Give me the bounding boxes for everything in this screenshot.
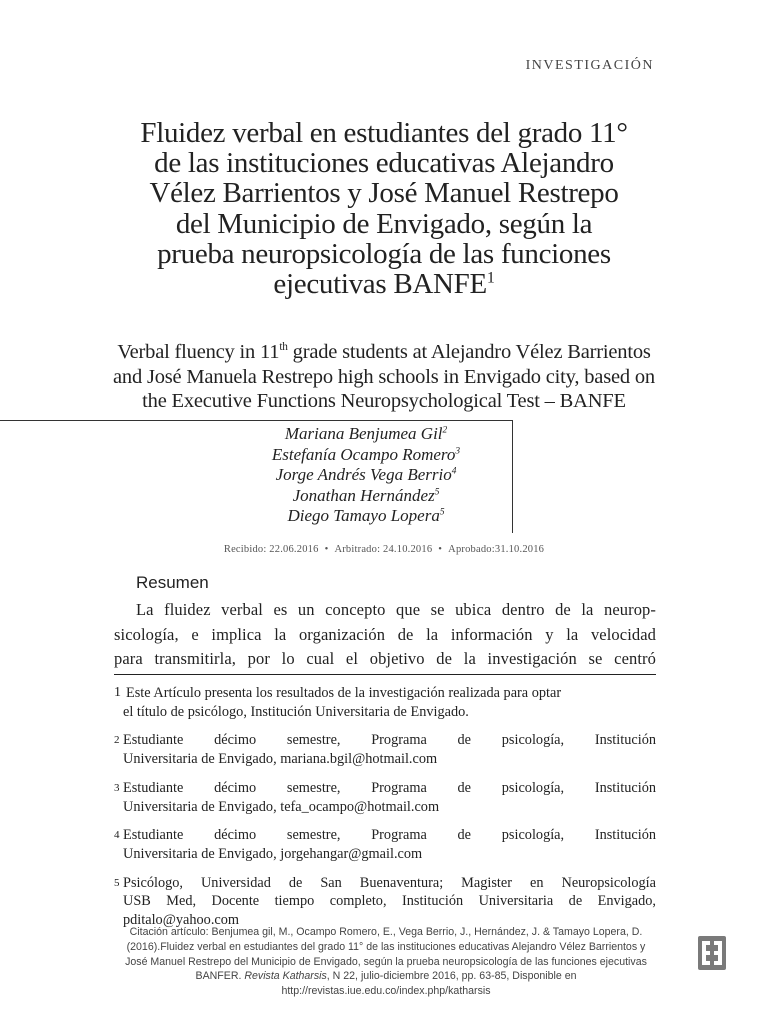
- footnote-number: 3: [114, 781, 120, 794]
- ordinal-sup: th: [279, 341, 288, 354]
- author-name: Mariana Benjumea Gil: [284, 424, 443, 443]
- footnote-mark[interactable]: 4: [451, 466, 457, 477]
- author-name: Jonathan Hernández: [292, 485, 435, 505]
- title-line: prueba neuropsicología de las funciones: [157, 237, 611, 270]
- approved-date: Aprobado:31.10.2016: [448, 544, 545, 555]
- footnote-line: USB Med, Docente tiempo completo, Institución Universitaria de Envigado,: [123, 893, 656, 910]
- subtitle-text: grade students at Alejandro Vélez Barrientos: [287, 341, 651, 363]
- author: [230, 506, 502, 527]
- abstract-line: para transmitirla, por lo cual el objetivo de la investigación se centró: [114, 649, 656, 668]
- author-name: Diego Tamayo Lopera: [287, 506, 440, 526]
- subtitle-line: [70, 340, 698, 365]
- footnote-line: Psicólogo, Universidad de San Buenaventura; Magister en Neuropsicología: [123, 874, 656, 891]
- received-date: Recibido: 22.06.2016: [223, 544, 319, 555]
- title-line: ejecutivas BANFE: [273, 268, 487, 301]
- abstract-body: [114, 598, 656, 672]
- footnote: [114, 684, 656, 722]
- abstract-heading: Resumen: [136, 573, 209, 592]
- footnote-line: el título de psicólogo, Institución Universitaria de Envigado.: [123, 703, 469, 720]
- footnote-line: Universitaria de Envigado, mariana.bgil@hotmail.com: [123, 751, 438, 768]
- footnote: [114, 779, 656, 817]
- footnote-mark[interactable]: 2: [442, 425, 448, 436]
- footnote-number: 1: [114, 685, 121, 700]
- citation-text: Citación artículo: Benjumea gil, M., Ocampo Romero, E., Vega Berrio, J., Hernández, J. & Tamayo Lopera, D. (2016).Fluidez verbal en estudiantes del grado 11° de las instituciones educativas Alejandro Vélez Barrientos y José Manuel Restrepo del Municipio de Envigado, según la prueba neuropsicología de las funciones ejecutivas BANFER.: [125, 926, 647, 983]
- author: [230, 445, 502, 466]
- footnote-mark[interactable]: 3: [455, 445, 461, 456]
- citation-block: [114, 925, 658, 999]
- author-name: Jorge Andrés Vega Berrio: [275, 465, 452, 485]
- footnote-line: Universitaria de Envigado, tefa_ocampo@hotmail.com: [123, 798, 440, 815]
- abstract-line: La fluidez verbal es un concepto que se ubica dentro de la neurop-: [136, 600, 656, 619]
- footnote-line: Estudiante décimo semestre, Programa de psicología, Institución: [123, 779, 656, 796]
- footnote: [114, 731, 656, 769]
- subtitle-line: the Executive Functions Neuropsychological Test – BANFE: [142, 390, 626, 413]
- footnote: [114, 874, 656, 930]
- footnote-mark[interactable]: 5: [439, 507, 445, 518]
- title-line: Fluidez verbal en estudiantes del grado 11°: [140, 117, 628, 149]
- footnote-divider: [114, 674, 656, 675]
- title-line: del Municipio de Envigado, según la: [175, 207, 593, 240]
- english-title: [70, 340, 698, 414]
- title-line: de las instituciones educativas Alejandro: [154, 147, 614, 180]
- article-title: [70, 118, 698, 299]
- author: [230, 424, 502, 445]
- footnote-line: Estudiante décimo semestre, Programa de psicología, Institución: [123, 732, 656, 749]
- journal-logo-icon: [698, 936, 726, 970]
- title-line-last: [70, 269, 698, 299]
- subtitle-line: and José Manuela Restrepo high schools in Envigado city, based on: [113, 365, 655, 388]
- author: [230, 465, 502, 486]
- footnote-number: 5: [114, 876, 120, 889]
- bullet-separator: •: [438, 544, 443, 555]
- bullet-separator: •: [324, 544, 329, 555]
- journal-name: Revista Katharsis: [244, 970, 327, 983]
- footnote-mark[interactable]: 5: [434, 487, 440, 498]
- subtitle-text: Verbal fluency in 11: [117, 341, 280, 363]
- author-name: Estefanía Ocampo Romero: [271, 444, 456, 464]
- title-line: Vélez Barrientos y José Manuel Restrepo: [149, 177, 619, 210]
- citation-text: , N 22, julio-diciembre 2016, pp. 63-85, Disponible en http://revistas.iue.edu.co/index.php/katharsis: [281, 970, 577, 998]
- footnote-line: Este Artículo presenta los resultados de la investigación realizada para optar: [126, 685, 562, 701]
- section-label: INVESTIGACIÓN: [525, 58, 654, 73]
- refereed-date: Arbitrado: 24.10.2016: [334, 544, 433, 555]
- footnote-mark[interactable]: 1: [486, 269, 495, 287]
- footnote-line: Estudiante décimo semestre, Programa de psicología, Institución: [123, 827, 656, 844]
- footnote-line: Universitaria de Envigado, jorgehangar@gmail.com: [123, 845, 423, 862]
- author-list: [230, 424, 502, 527]
- article-dates: [0, 544, 768, 555]
- footnote-number: 4: [114, 829, 120, 842]
- author: [230, 486, 502, 507]
- footnote-line: pditalo@yahoo.com: [123, 912, 240, 929]
- footnotes: [114, 684, 656, 940]
- footnote-number: 2: [114, 734, 120, 747]
- footnote: [114, 826, 656, 864]
- abstract-line: sicología, e implica la organización de la información y la velocidad: [114, 624, 656, 644]
